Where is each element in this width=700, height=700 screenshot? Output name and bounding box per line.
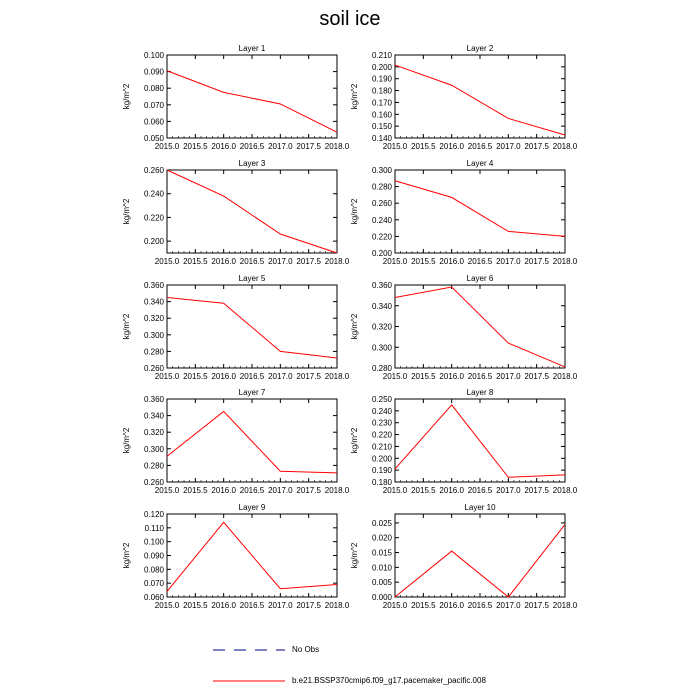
layer-6-xtick-label: 2015.5 [411, 372, 436, 381]
layer-7-xtick-label: 2015.0 [154, 486, 180, 495]
layer-10-xtick-label: 2017.5 [524, 601, 549, 610]
layer-4-ytick-label: 0.220 [371, 232, 392, 242]
layer-6-ytick-label: 0.280 [371, 364, 392, 373]
layer-1-xtick-label: 2015.0 [154, 142, 180, 151]
layer-6-plot-frame [395, 285, 565, 368]
layer-10-xtick-label: 2018.0 [552, 601, 578, 610]
layer-2-ytick-label: 0.190 [371, 74, 392, 84]
layer-7-xtick-label: 2016.5 [239, 486, 265, 495]
layer-5-ytick-label: 0.300 [143, 330, 164, 340]
figure-title: soil ice [319, 8, 381, 30]
layer-10-ytick-label: 0.000 [371, 593, 392, 602]
layer-1-title: Layer 1 [238, 44, 266, 53]
layer-9-xtick-label: 2016.0 [211, 601, 236, 610]
layer-6-xtick-label: 2017.0 [496, 372, 521, 381]
layer-5-ytick-label: 0.280 [143, 347, 164, 357]
layer-5-series-line [167, 297, 337, 358]
layer-8-xtick-label: 2016.5 [467, 486, 493, 495]
layer-8-xtick-label: 2016.0 [439, 486, 464, 495]
layer-9-ytick-label: 0.060 [143, 593, 164, 602]
layer-9-xtick-label: 2016.5 [239, 601, 265, 610]
layer-4-xtick-label: 2018.0 [552, 257, 578, 266]
layer-5-xtick-label: 2016.5 [239, 372, 265, 381]
layer-8-ytick-label: 0.230 [371, 418, 392, 428]
layer-1-ytick-label: 0.100 [143, 51, 164, 60]
layer-10-series-line [395, 524, 565, 597]
layer-10-xtick-label: 2017.0 [496, 601, 521, 610]
layer-8-ytick-label: 0.240 [371, 406, 392, 416]
layer-6-title: Layer 6 [466, 274, 494, 283]
layer-9-xtick-label: 2017.0 [268, 601, 293, 610]
layer-9-xtick-label: 2018.0 [324, 601, 350, 610]
layer-3-xtick-label: 2016.0 [211, 257, 236, 266]
layer-5-xtick-label: 2017.0 [268, 372, 293, 381]
layer-2-ytick-label: 0.150 [371, 122, 392, 132]
layer-3-ytick-label: 0.200 [143, 237, 164, 247]
layer-3-xtick-label: 2015.5 [183, 257, 208, 266]
layer-8-ytick-label: 0.180 [371, 478, 392, 487]
layer-8-ytick-label: 0.210 [371, 442, 392, 452]
layer-1-xtick-label: 2016.0 [211, 142, 236, 151]
layer-9-ytick-label: 0.070 [143, 579, 164, 589]
layer-10-xtick-label: 2016.5 [467, 601, 493, 610]
layer-5-xtick-label: 2015.0 [154, 372, 180, 381]
layer-9-xtick-label: 2015.0 [154, 601, 180, 610]
layer-3-series-line [167, 170, 337, 253]
layer-8-series-line [395, 405, 565, 477]
layer-2-xtick-label: 2015.0 [382, 142, 408, 151]
layer-7-xtick-label: 2018.0 [324, 486, 350, 495]
layer-3-xtick-label: 2018.0 [324, 257, 350, 266]
layer-1-ytick-label: 0.070 [143, 100, 164, 110]
layer-6-ytick-label: 0.340 [371, 301, 392, 311]
layer-1-xtick-label: 2017.5 [296, 142, 321, 151]
layer-2-xtick-label: 2018.0 [552, 142, 578, 151]
layer-6-ytick-label: 0.320 [371, 322, 392, 332]
layer-7-ytick-label: 0.280 [143, 461, 164, 471]
layer-8-ytick-label: 0.250 [371, 395, 392, 404]
layer-3-title: Layer 3 [238, 159, 266, 168]
layer-8-xtick-label: 2015.5 [411, 486, 436, 495]
layer-1-ytick-label: 0.050 [143, 134, 164, 143]
layer-2-ylabel: kg/m^2 [350, 83, 359, 110]
legend-label-no-obs: No Obs [292, 645, 320, 654]
layer-9-ytick-label: 0.080 [143, 565, 164, 575]
layer-4-ytick-label: 0.260 [371, 199, 392, 209]
layer-1-ylabel: kg/m^2 [122, 83, 131, 110]
layer-10-xtick-label: 2015.0 [382, 601, 408, 610]
layer-3-xtick-label: 2016.5 [239, 257, 265, 266]
layer-10-ytick-label: 0.025 [371, 518, 392, 528]
layer-7-xtick-label: 2015.5 [183, 486, 208, 495]
layer-3-ytick-label: 0.220 [143, 213, 164, 223]
layer-3-ytick-label: 0.260 [143, 166, 164, 175]
layer-7-series-line [167, 411, 337, 472]
layer-1-plot-frame [167, 55, 337, 138]
layer-10-ytick-label: 0.005 [371, 578, 392, 588]
layer-4-xtick-label: 2016.0 [439, 257, 464, 266]
layer-2-xtick-label: 2015.5 [411, 142, 436, 151]
layer-7-ytick-label: 0.360 [143, 395, 164, 404]
layer-8-ytick-label: 0.220 [371, 430, 392, 440]
layer-2-ytick-label: 0.170 [371, 98, 392, 108]
layer-1-xtick-label: 2017.0 [268, 142, 293, 151]
layer-4-ytick-label: 0.240 [371, 215, 392, 225]
layer-9-xtick-label: 2017.5 [296, 601, 321, 610]
layer-2-plot-frame [395, 55, 565, 138]
layer-4-xtick-label: 2015.0 [382, 257, 408, 266]
layer-2-xtick-label: 2017.5 [524, 142, 549, 151]
layer-6-xtick-label: 2016.0 [439, 372, 464, 381]
legend-label-model: b.e21.BSSP370cmip6.f09_g17.pacemaker_pacific.008 [292, 676, 486, 685]
layer-9-ytick-label: 0.090 [143, 551, 164, 561]
layer-7-xtick-label: 2016.0 [211, 486, 236, 495]
layer-4-series-line [395, 181, 565, 237]
layer-6-xtick-label: 2015.0 [382, 372, 408, 381]
layer-10-title: Layer 10 [464, 503, 496, 512]
layer-9-ytick-label: 0.110 [144, 523, 164, 533]
layer-7-ytick-label: 0.340 [143, 411, 164, 421]
layer-3-xtick-label: 2017.5 [296, 257, 321, 266]
layer-6-xtick-label: 2016.5 [467, 372, 493, 381]
layer-1-ytick-label: 0.090 [143, 67, 164, 77]
layer-8-ytick-label: 0.200 [371, 454, 392, 464]
layer-10-ylabel: kg/m^2 [350, 542, 359, 569]
layer-4-ytick-label: 0.280 [371, 182, 392, 192]
layer-9-ytick-label: 0.120 [143, 510, 164, 519]
layer-8-ylabel: kg/m^2 [350, 427, 359, 454]
layer-10-ytick-label: 0.010 [371, 563, 392, 573]
layer-6-ytick-label: 0.360 [371, 281, 392, 290]
layer-5-ytick-label: 0.260 [143, 364, 164, 373]
layer-9-ytick-label: 0.100 [143, 537, 164, 547]
layer-10-ytick-label: 0.020 [371, 533, 392, 543]
layer-6-xtick-label: 2017.5 [524, 372, 549, 381]
layer-2-ytick-label: 0.200 [371, 62, 392, 72]
layer-7-ytick-label: 0.300 [143, 444, 164, 454]
layer-8-xtick-label: 2017.5 [524, 486, 549, 495]
layer-7-ytick-label: 0.260 [143, 478, 164, 487]
layer-9-title: Layer 9 [238, 503, 266, 512]
layer-5-ytick-label: 0.320 [143, 314, 164, 324]
layer-6-ylabel: kg/m^2 [350, 313, 359, 340]
layer-1-ytick-label: 0.080 [143, 84, 164, 94]
layer-1-ytick-label: 0.060 [143, 117, 164, 127]
layer-5-ylabel: kg/m^2 [122, 313, 131, 340]
layer-4-ylabel: kg/m^2 [350, 198, 359, 225]
layer-5-xtick-label: 2015.5 [183, 372, 208, 381]
layer-4-ytick-label: 0.200 [371, 249, 392, 258]
layer-7-ylabel: kg/m^2 [122, 427, 131, 454]
layer-10-xtick-label: 2016.0 [439, 601, 464, 610]
layer-9-series-line [167, 522, 337, 591]
layer-2-ytick-label: 0.140 [371, 134, 392, 143]
layer-5-title: Layer 5 [238, 274, 266, 283]
layer-1-series-line [167, 71, 337, 132]
layer-4-title: Layer 4 [466, 159, 494, 168]
layer-2-ytick-label: 0.210 [371, 51, 392, 60]
layer-7-xtick-label: 2017.5 [296, 486, 321, 495]
layer-3-xtick-label: 2017.0 [268, 257, 293, 266]
layer-4-xtick-label: 2016.5 [467, 257, 493, 266]
layer-4-ytick-label: 0.300 [371, 166, 392, 175]
layer-1-xtick-label: 2016.5 [239, 142, 265, 151]
layer-4-xtick-label: 2017.5 [524, 257, 549, 266]
layer-7-title: Layer 7 [238, 388, 266, 397]
layer-2-title: Layer 2 [466, 44, 494, 53]
layer-1-xtick-label: 2015.5 [183, 142, 208, 151]
layer-3-plot-frame [167, 170, 337, 253]
layer-9-ylabel: kg/m^2 [122, 542, 131, 569]
layer-1-xtick-label: 2018.0 [324, 142, 350, 151]
layer-10-xtick-label: 2015.5 [411, 601, 436, 610]
layer-7-plot-frame [167, 399, 337, 482]
layer-4-xtick-label: 2017.0 [496, 257, 521, 266]
layer-6-series-line [395, 287, 565, 367]
layer-2-xtick-label: 2016.5 [467, 142, 493, 151]
layer-5-xtick-label: 2016.0 [211, 372, 236, 381]
layer-9-xtick-label: 2015.5 [183, 601, 208, 610]
layer-7-xtick-label: 2017.0 [268, 486, 293, 495]
layer-10-ytick-label: 0.015 [371, 548, 392, 558]
layer-2-xtick-label: 2017.0 [496, 142, 521, 151]
layer-3-ytick-label: 0.240 [143, 189, 164, 199]
layer-6-xtick-label: 2018.0 [552, 372, 578, 381]
layer-5-ytick-label: 0.340 [143, 297, 164, 307]
layer-4-xtick-label: 2015.5 [411, 257, 436, 266]
layer-3-ylabel: kg/m^2 [122, 198, 131, 225]
layer-8-ytick-label: 0.190 [371, 466, 392, 476]
layer-6-ytick-label: 0.300 [371, 343, 392, 353]
layer-10-plot-frame [395, 514, 565, 597]
layer-8-xtick-label: 2015.0 [382, 486, 408, 495]
layer-8-title: Layer 8 [466, 388, 494, 397]
layer-2-ytick-label: 0.160 [371, 110, 392, 120]
layer-4-plot-frame [395, 170, 565, 253]
layer-3-xtick-label: 2015.0 [154, 257, 180, 266]
layer-7-ytick-label: 0.320 [143, 428, 164, 438]
layer-2-xtick-label: 2016.0 [439, 142, 464, 151]
layer-8-xtick-label: 2018.0 [552, 486, 578, 495]
layer-2-series-line [395, 65, 565, 135]
layer-5-xtick-label: 2018.0 [324, 372, 350, 381]
layer-8-xtick-label: 2017.0 [496, 486, 521, 495]
layer-5-xtick-label: 2017.5 [296, 372, 321, 381]
layer-2-ytick-label: 0.180 [371, 86, 392, 96]
layer-5-ytick-label: 0.360 [143, 281, 164, 290]
